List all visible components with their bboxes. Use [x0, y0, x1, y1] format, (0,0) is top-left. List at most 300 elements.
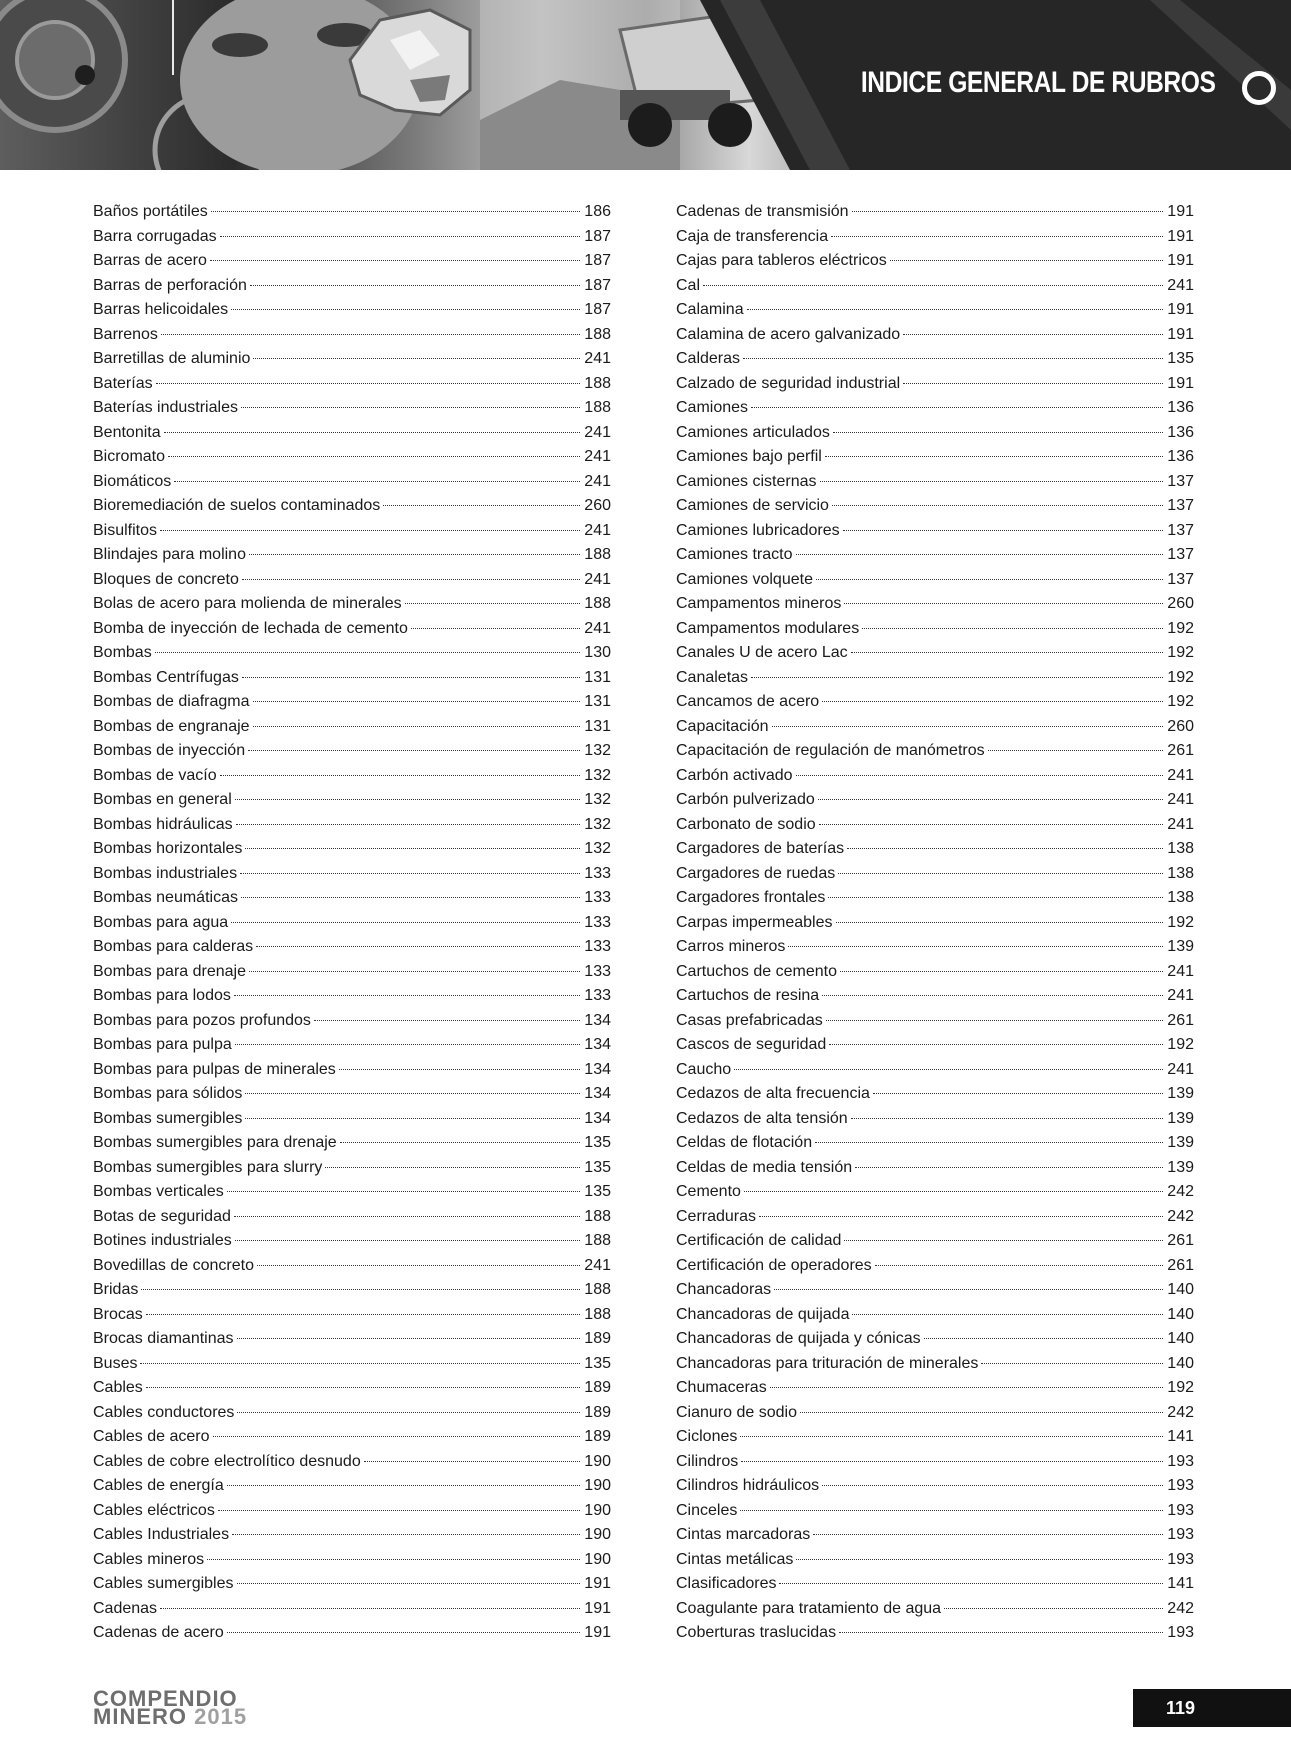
- entry-label: Brocas: [93, 1305, 143, 1323]
- dot-leader: [774, 1289, 1163, 1290]
- index-entry: [93, 1009, 611, 1034]
- dot-leader: [831, 236, 1163, 237]
- index-entry: [676, 519, 1194, 544]
- dot-leader: [237, 1583, 580, 1584]
- entry-label: Calamina: [676, 301, 744, 318]
- index-entry: [676, 1254, 1194, 1279]
- entry-page-number: 188: [584, 399, 611, 416]
- dot-leader: [744, 1191, 1163, 1192]
- entry-label: Capacitación de regulación de manómetros: [676, 742, 985, 759]
- entry-label: Bombas para sólidos: [93, 1085, 243, 1102]
- index-entry: [676, 494, 1194, 519]
- page-number: 119: [1133, 1689, 1291, 1727]
- dot-leader: [235, 799, 580, 800]
- dot-leader: [818, 799, 1163, 800]
- index-entry: [676, 445, 1194, 470]
- dot-leader: [253, 726, 580, 727]
- entry-page-number: 241: [1167, 276, 1194, 294]
- dot-leader: [213, 1436, 580, 1437]
- entry-label: Baños portátiles: [93, 203, 208, 220]
- entry-label: Camiones tracto: [676, 546, 793, 563]
- entry-page-number: 261: [1167, 742, 1194, 759]
- dot-leader: [242, 579, 580, 580]
- entry-page-number: 130: [584, 644, 611, 661]
- index-entry: [93, 739, 611, 764]
- dot-leader: [851, 652, 1163, 653]
- dot-leader: [220, 236, 580, 237]
- entry-page-number: 242: [1167, 1403, 1194, 1421]
- entry-label: Cargadores de baterías: [676, 840, 845, 857]
- entry-label: Blindajes para molino: [93, 546, 246, 563]
- index-entry: [93, 1376, 611, 1401]
- dot-leader: [250, 285, 580, 286]
- entry-page-number: 189: [584, 1379, 611, 1396]
- dot-leader: [160, 1608, 580, 1609]
- dot-leader: [873, 1093, 1163, 1094]
- dot-leader: [383, 505, 580, 506]
- entry-page-number: 261: [1167, 1011, 1194, 1029]
- entry-label: Bloques de concreto: [93, 570, 239, 588]
- index-entry: [93, 1499, 611, 1524]
- entry-page-number: 187: [584, 252, 611, 269]
- entry-label: Bombas para drenaje: [93, 962, 246, 980]
- brand-line2: MINERO: [93, 1704, 187, 1729]
- entry-label: Barrenos: [93, 325, 158, 343]
- index-entry: [93, 274, 611, 299]
- entry-page-number: 261: [1167, 1232, 1194, 1249]
- dot-leader: [242, 677, 580, 678]
- index-entry: [676, 984, 1194, 1009]
- index-entry: [93, 421, 611, 446]
- index-entry: [676, 249, 1194, 274]
- index-entry: [93, 372, 611, 397]
- entry-label: Bombas para pulpa: [93, 1036, 232, 1053]
- entry-page-number: 190: [584, 1501, 611, 1519]
- entry-page-number: 136: [1167, 399, 1194, 416]
- entry-page-number: 242: [1167, 1207, 1194, 1225]
- dot-leader: [237, 1412, 580, 1413]
- dot-leader: [227, 1485, 580, 1486]
- entry-label: Camiones articulados: [676, 423, 830, 441]
- entry-page-number: 188: [584, 325, 611, 343]
- index-entry: [676, 1376, 1194, 1401]
- entry-label: Cables sumergibles: [93, 1575, 234, 1592]
- entry-label: Bombas Centrífugas: [93, 668, 239, 686]
- index-entry: [93, 1572, 611, 1597]
- entry-label: Carbón activado: [676, 766, 793, 784]
- dot-leader: [405, 603, 580, 604]
- dot-leader: [231, 922, 580, 923]
- entry-label: Cables de cobre electrolítico desnudo: [93, 1452, 361, 1470]
- index-entry: [676, 1058, 1194, 1083]
- dot-leader: [840, 971, 1163, 972]
- entry-label: Carpas impermeables: [676, 913, 833, 931]
- entry-label: Bombas de vacío: [93, 766, 217, 784]
- entry-label: Bomba de inyección de lechada de cemento: [93, 619, 408, 637]
- index-entry: [93, 225, 611, 250]
- entry-label: Camiones de servicio: [676, 497, 829, 514]
- dot-leader: [843, 530, 1163, 531]
- entry-label: Bombas de inyección: [93, 742, 246, 759]
- dot-leader: [164, 432, 580, 433]
- index-entry: [93, 813, 611, 838]
- entry-page-number: 137: [1167, 497, 1194, 514]
- entry-label: Chancadoras para trituración de minerales: [676, 1354, 979, 1372]
- index-entry: [676, 1229, 1194, 1254]
- dot-leader: [339, 1069, 580, 1070]
- index-entry: [93, 494, 611, 519]
- dot-leader: [796, 554, 1164, 555]
- index-entry: [676, 1131, 1194, 1156]
- index-entry: [93, 788, 611, 813]
- entry-label: Campamentos mineros: [676, 595, 842, 612]
- entry-page-number: 242: [1167, 1183, 1194, 1200]
- dot-leader: [988, 750, 1163, 751]
- entry-page-number: 193: [1167, 1452, 1194, 1470]
- dot-leader: [822, 1485, 1163, 1486]
- entry-page-number: 191: [584, 1599, 611, 1617]
- index-entry: [93, 1327, 611, 1352]
- entry-label: Bombas hidráulicas: [93, 815, 233, 833]
- entry-page-number: 242: [1167, 1599, 1194, 1617]
- index-entry: [93, 1033, 611, 1058]
- entry-page-number: 188: [584, 1305, 611, 1323]
- page-title: INDICE GENERAL DE RUBROS: [860, 66, 1215, 99]
- index-entry: [676, 788, 1194, 813]
- dot-leader: [249, 554, 580, 555]
- index-entry: [676, 690, 1194, 715]
- index-entry: [676, 1009, 1194, 1034]
- dot-leader: [741, 1461, 1163, 1462]
- dot-leader: [751, 677, 1163, 678]
- index-entry: [93, 1131, 611, 1156]
- dot-leader: [844, 603, 1163, 604]
- entry-page-number: 136: [1167, 423, 1194, 441]
- index-entry: [93, 1278, 611, 1303]
- dot-leader: [211, 211, 580, 212]
- dot-leader: [245, 1093, 580, 1094]
- dot-leader: [751, 407, 1163, 408]
- entry-label: Calamina de acero galvanizado: [676, 325, 901, 343]
- dot-leader: [815, 1142, 1163, 1143]
- dot-leader: [903, 334, 1163, 335]
- dot-leader: [772, 726, 1164, 727]
- entry-page-number: 241: [584, 619, 611, 637]
- index-entry: [93, 1523, 611, 1548]
- dot-leader: [838, 873, 1163, 874]
- entry-page-number: 241: [584, 570, 611, 588]
- index-entry: [676, 421, 1194, 446]
- index-entry: [676, 1156, 1194, 1181]
- entry-label: Bioremediación de suelos contaminados: [93, 497, 381, 514]
- entry-label: Carros mineros: [676, 938, 786, 955]
- index-entry: [676, 617, 1194, 642]
- entry-label: Cadenas de transmisión: [676, 203, 849, 220]
- entry-label: Caucho: [676, 1060, 732, 1078]
- dot-leader: [174, 481, 580, 482]
- index-entry: [93, 347, 611, 372]
- dot-leader: [146, 1314, 580, 1315]
- entry-label: Cadenas de acero: [93, 1624, 224, 1641]
- entry-label: Cilindros hidráulicos: [676, 1477, 820, 1494]
- index-entry: [93, 1548, 611, 1573]
- index-entry: [676, 1278, 1194, 1303]
- index-entry: [676, 1205, 1194, 1230]
- entry-page-number: 131: [584, 693, 611, 710]
- index-column-right: [676, 200, 1194, 1646]
- dot-leader: [770, 1387, 1163, 1388]
- dot-leader: [820, 481, 1164, 482]
- dot-leader: [875, 1265, 1163, 1266]
- entry-page-number: 138: [1167, 840, 1194, 857]
- entry-page-number: 192: [1167, 1036, 1194, 1053]
- entry-page-number: 135: [584, 1158, 611, 1176]
- dot-leader: [832, 505, 1163, 506]
- dot-leader: [839, 1632, 1163, 1633]
- entry-page-number: 131: [584, 717, 611, 735]
- dot-leader: [257, 1265, 580, 1266]
- entry-label: Botines industriales: [93, 1232, 232, 1249]
- entry-page-number: 133: [584, 987, 611, 1004]
- index-entry: [93, 1229, 611, 1254]
- dot-leader: [253, 358, 580, 359]
- index-entry: [93, 960, 611, 985]
- entry-label: Cinceles: [676, 1501, 738, 1519]
- dot-leader: [340, 1142, 580, 1143]
- entry-label: Caja de transferencia: [676, 227, 829, 245]
- entry-page-number: 132: [584, 815, 611, 833]
- dot-leader: [788, 946, 1163, 947]
- entry-page-number: 260: [1167, 717, 1194, 735]
- entry-page-number: 192: [1167, 1379, 1194, 1396]
- dot-leader: [227, 1632, 580, 1633]
- index-entry: [93, 1180, 611, 1205]
- entry-page-number: 132: [584, 742, 611, 759]
- entry-label: Bombas para lodos: [93, 987, 231, 1004]
- dot-leader: [218, 1510, 580, 1511]
- entry-page-number: 190: [584, 1477, 611, 1494]
- index-entry: [93, 200, 611, 225]
- entry-label: Cerraduras: [676, 1207, 757, 1225]
- entry-label: Cajas para tableros eléctricos: [676, 252, 887, 269]
- index-entry: [676, 1327, 1194, 1352]
- index-entry: [676, 1425, 1194, 1450]
- dot-leader: [862, 628, 1163, 629]
- dot-leader: [734, 1069, 1163, 1070]
- entry-label: Cartuchos de cemento: [676, 962, 837, 980]
- index-entry: [93, 445, 611, 470]
- entry-page-number: 191: [1167, 227, 1194, 245]
- entry-label: Certificación de operadores: [676, 1256, 872, 1274]
- entry-page-number: 192: [1167, 668, 1194, 686]
- entry-page-number: 193: [1167, 1526, 1194, 1543]
- dot-leader: [851, 1118, 1163, 1119]
- entry-label: Bolas de acero para molienda de minerales: [93, 595, 402, 612]
- dot-leader: [220, 775, 580, 776]
- index-entry: [93, 935, 611, 960]
- index-entry: [676, 470, 1194, 495]
- entry-page-number: 188: [584, 1232, 611, 1249]
- entry-page-number: 189: [584, 1403, 611, 1421]
- entry-page-number: 187: [584, 227, 611, 245]
- entry-label: Chancadoras de quijada y cónicas: [676, 1330, 921, 1347]
- entry-page-number: 241: [584, 350, 611, 367]
- entry-label: Cargadores frontales: [676, 889, 826, 906]
- entry-label: Bombas industriales: [93, 864, 238, 882]
- entry-label: Cables de acero: [93, 1428, 210, 1445]
- entry-label: Bombas para calderas: [93, 938, 254, 955]
- entry-label: Cal: [676, 276, 701, 294]
- dot-leader: [813, 1534, 1163, 1535]
- entry-page-number: 241: [1167, 815, 1194, 833]
- entry-page-number: 139: [1167, 938, 1194, 955]
- entry-label: Camiones: [676, 399, 749, 416]
- entry-label: Camiones cisternas: [676, 472, 817, 490]
- dot-leader: [981, 1363, 1163, 1364]
- index-entry: [93, 690, 611, 715]
- entry-page-number: 191: [1167, 374, 1194, 392]
- entry-page-number: 136: [1167, 448, 1194, 465]
- index-entry: [676, 347, 1194, 372]
- entry-page-number: 190: [584, 1550, 611, 1568]
- entry-label: Cedazos de alta tensión: [676, 1109, 848, 1127]
- dot-leader: [155, 652, 580, 653]
- dot-leader: [924, 1338, 1163, 1339]
- index-entry: [93, 886, 611, 911]
- entry-page-number: 192: [1167, 644, 1194, 661]
- dot-leader: [232, 1534, 580, 1535]
- entry-label: Cables Industriales: [93, 1526, 230, 1543]
- index-entry: [93, 666, 611, 691]
- index-entry: [93, 470, 611, 495]
- entry-label: Bombas en general: [93, 791, 232, 808]
- dot-leader: [168, 456, 580, 457]
- entry-label: Cascos de seguridad: [676, 1036, 827, 1053]
- index-entry: [676, 1450, 1194, 1475]
- index-entry: [676, 764, 1194, 789]
- dot-leader: [364, 1461, 580, 1462]
- entry-page-number: 192: [1167, 693, 1194, 710]
- entry-label: Bovedillas de concreto: [93, 1256, 254, 1274]
- index-entry: [676, 1033, 1194, 1058]
- entry-label: Casas prefabricadas: [676, 1011, 823, 1029]
- entry-label: Bombas: [93, 644, 152, 661]
- entry-label: Cedazos de alta frecuencia: [676, 1085, 870, 1102]
- dot-leader: [256, 946, 580, 947]
- index-entry: [93, 984, 611, 1009]
- index-entry: [676, 1180, 1194, 1205]
- index-entry: [676, 837, 1194, 862]
- entry-label: Bombas para agua: [93, 913, 229, 931]
- dot-leader: [234, 1216, 580, 1217]
- entry-label: Biomáticos: [93, 472, 172, 490]
- entry-label: Cables: [93, 1379, 143, 1396]
- entry-label: Bombas para pozos profundos: [93, 1011, 311, 1029]
- index-entry: [93, 1254, 611, 1279]
- index-entry: [676, 813, 1194, 838]
- dot-leader: [903, 383, 1163, 384]
- entry-page-number: 191: [584, 1575, 611, 1592]
- index-entry: [93, 1621, 611, 1646]
- dot-leader: [836, 922, 1163, 923]
- entry-page-number: 193: [1167, 1477, 1194, 1494]
- entry-page-number: 261: [1167, 1256, 1194, 1274]
- entry-page-number: 241: [584, 423, 611, 441]
- index-entry: [676, 641, 1194, 666]
- index-entry: [93, 764, 611, 789]
- header-banner: [0, 0, 1291, 170]
- index-entry: [93, 1107, 611, 1132]
- entry-label: Cemento: [676, 1183, 741, 1200]
- entry-label: Cintas metálicas: [676, 1550, 794, 1568]
- index-entry: [93, 617, 611, 642]
- dot-leader: [819, 824, 1163, 825]
- dot-leader: [852, 1314, 1163, 1315]
- index-entry: [676, 1597, 1194, 1622]
- index-entry: [676, 1303, 1194, 1328]
- dot-leader: [314, 1020, 580, 1021]
- entry-page-number: 138: [1167, 889, 1194, 906]
- brand-line1: COMPENDIO: [93, 1686, 238, 1711]
- dot-leader: [852, 211, 1163, 212]
- entry-page-number: 188: [584, 595, 611, 612]
- entry-page-number: 134: [584, 1085, 611, 1102]
- entry-label: Bentonita: [93, 423, 161, 441]
- entry-page-number: 193: [1167, 1624, 1194, 1641]
- entry-label: Bisulfitos: [93, 521, 158, 539]
- entry-page-number: 192: [1167, 619, 1194, 637]
- dot-leader: [816, 579, 1163, 580]
- entry-label: Barra corrugadas: [93, 227, 217, 245]
- entry-page-number: 135: [584, 1134, 611, 1151]
- entry-page-number: 134: [584, 1109, 611, 1127]
- index-entry: [93, 519, 611, 544]
- entry-page-number: 188: [584, 546, 611, 563]
- dot-leader: [146, 1387, 580, 1388]
- entry-label: Cilindros: [676, 1452, 739, 1470]
- entry-page-number: 131: [584, 668, 611, 686]
- index-entry: [676, 1107, 1194, 1132]
- entry-page-number: 241: [1167, 962, 1194, 980]
- entry-label: Canales U de acero Lac: [676, 644, 848, 661]
- entry-page-number: 191: [1167, 203, 1194, 220]
- entry-label: Barras helicoidales: [93, 301, 229, 318]
- entry-page-number: 241: [584, 472, 611, 490]
- dot-leader: [847, 848, 1163, 849]
- index-entry: [676, 298, 1194, 323]
- index-entry: [676, 1523, 1194, 1548]
- entry-page-number: 134: [584, 1036, 611, 1053]
- entry-page-number: 189: [584, 1330, 611, 1347]
- entry-label: Barras de perforación: [93, 276, 247, 294]
- dot-leader: [140, 1363, 580, 1364]
- dot-leader: [156, 383, 580, 384]
- index-entry: [93, 1058, 611, 1083]
- dot-leader: [237, 1338, 580, 1339]
- brand-year: 2015: [194, 1704, 248, 1729]
- entry-page-number: 139: [1167, 1134, 1194, 1151]
- index-column-left: [93, 200, 611, 1646]
- dot-leader: [245, 1118, 580, 1119]
- index-entry: [93, 862, 611, 887]
- dot-leader: [160, 530, 580, 531]
- dot-leader: [240, 873, 580, 874]
- entry-label: Certificación de calidad: [676, 1232, 842, 1249]
- dot-leader: [248, 750, 580, 751]
- index-entry: [93, 837, 611, 862]
- dot-leader: [890, 260, 1163, 261]
- entry-label: Bombas de engranaje: [93, 717, 250, 735]
